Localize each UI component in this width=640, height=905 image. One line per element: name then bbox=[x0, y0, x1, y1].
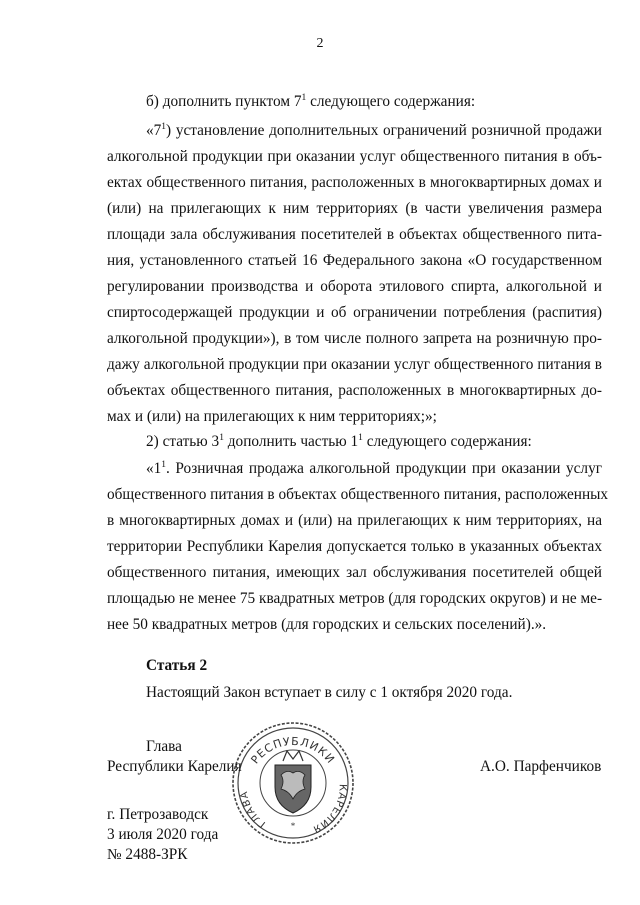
item11-line: нее 50 квадратных метров (для городских и сельских поселений).». bbox=[107, 616, 547, 633]
svg-text:КАРЕЛИЯ bbox=[310, 784, 347, 835]
official-seal bbox=[231, 721, 355, 845]
seal-text-right: КАРЕЛИЯ bbox=[310, 783, 348, 835]
svg-text:*: * bbox=[290, 821, 296, 831]
item71-line: (или) на прилегающих к ним территориях (в части увеличения размера bbox=[107, 200, 602, 217]
item71-line: мах и (или) на прилегающих к ним территориях;»; bbox=[107, 408, 437, 425]
item11-open-pre: «1 bbox=[146, 460, 162, 477]
item71-line: ектах общественного питания, расположенных в многоквартирных домах и bbox=[107, 174, 602, 191]
item11-line: в многоквартирных домах и (или) на прилегающих к ним территориях, на bbox=[107, 512, 602, 529]
item71-line: площади зала обслуживания посетителей в объектах общественного пита- bbox=[107, 226, 602, 243]
seal-text-top: РЕСПУБЛИКИ bbox=[248, 734, 338, 767]
item11-open-post: . Розничная продажа алкогольной продукции при оказании услуг bbox=[166, 460, 602, 477]
paragraph-b-post: следующего содержания: bbox=[306, 93, 476, 110]
signature-title-line1: Глава bbox=[146, 738, 182, 755]
item11-line: площадью не менее 75 квадратных метров (для городских округов) и не ме- bbox=[107, 590, 603, 607]
item11-opening-line bbox=[146, 459, 602, 479]
paragraph-2-pre: 2) статью 3 bbox=[146, 433, 220, 450]
footer-number: № 2488-ЗРК bbox=[107, 846, 188, 863]
item11-line: территории Республики Карелия допускается только в указанных объектах bbox=[107, 538, 602, 555]
signature-title-line2: Республики Карелия bbox=[107, 758, 242, 775]
signatory-name: А.О. Парфенчиков bbox=[480, 758, 602, 775]
item71-open-sup: 1 bbox=[161, 122, 167, 132]
svg-text:ГЛАВА bbox=[239, 790, 268, 830]
page-number: 2 bbox=[316, 36, 324, 51]
item71-line: спиртосодержащей продукции и об ограничении потребления (распития) bbox=[107, 304, 602, 321]
item11-line: общественного питания в объектах общественного питания, расположенных bbox=[107, 486, 609, 503]
footer-date: 3 июля 2020 года bbox=[107, 826, 219, 843]
seal-text-left: ГЛАВА bbox=[238, 789, 268, 830]
item71-open-pre: «7 bbox=[146, 122, 162, 139]
paragraph-2-sup2: 1 bbox=[358, 433, 363, 443]
paragraph-2 bbox=[146, 433, 532, 451]
item71-line: дажу алкогольной продукции при оказании услуг общественного питания в bbox=[107, 356, 602, 373]
article-2-heading: Статья 2 bbox=[146, 657, 208, 674]
footer-city: г. Петрозаводск bbox=[107, 806, 209, 823]
item11-open-sup: 1 bbox=[161, 460, 167, 470]
paragraph-b-sup: 1 bbox=[301, 93, 307, 103]
paragraph-2-mid: дополнить частью 1 bbox=[223, 433, 359, 450]
article-2-text: Настоящий Закон вступает в силу с 1 октября 2020 года. bbox=[146, 684, 513, 701]
paragraph-2-post: следующего содержания: bbox=[362, 433, 532, 450]
item71-open-post: ) установление дополнительных ограничений розничной продажи bbox=[166, 122, 602, 139]
svg-text:РЕСПУБЛИКИ bbox=[248, 735, 337, 767]
item71-line: регулировании производства и оборота этилового спирта, алкогольной и bbox=[107, 278, 602, 295]
paragraph-2-sup1: 1 bbox=[219, 433, 224, 443]
item71-line: алкогольной продукции при оказании услуг общественного питания в объ- bbox=[107, 148, 602, 165]
paragraph-b bbox=[146, 93, 475, 111]
paragraph-b-pre: б) дополнить пунктом 7 bbox=[146, 93, 302, 110]
item71-line: алкогольной продукции»), в том числе полного запрета на розничную про- bbox=[107, 330, 602, 347]
item71-line: ния, установленного статьей 16 Федерального закона «О государственном bbox=[107, 252, 602, 269]
item71-opening-line bbox=[146, 121, 602, 141]
item71-line: объектах общественного питания, расположенных в многоквартирных до- bbox=[107, 382, 602, 399]
item11-line: общественного питания, имеющих зал обслуживания посетителей общей bbox=[107, 564, 602, 581]
